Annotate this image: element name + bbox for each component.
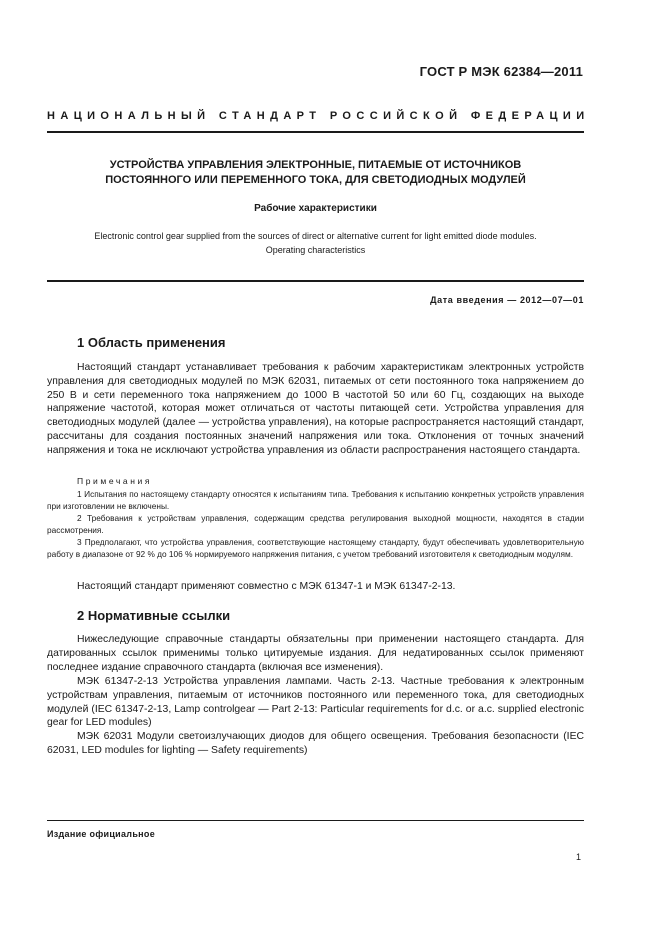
footer-rule — [47, 820, 584, 821]
section-2-paragraph: Нижеследующие справочные стандарты обязательны при применении настоящего стандарта. Для датированных ссылок применимы только цитируемые издания. Для недатированных ссылок применяют последнее издание справочного стандарта (включая все изменения). — [47, 634, 584, 673]
standard-number: ГОСТ Р МЭК 62384—2011 — [419, 64, 583, 79]
note-2: 2 Требования к устройствам управления, содержащим средства регулирования выходной мощности, находятся в стадии рассмотрения. — [47, 513, 584, 535]
introduction-date: Дата введения — 2012—07—01 — [430, 295, 584, 305]
english-title-line-2: Operating characteristics — [265, 245, 366, 255]
national-standard-banner: НАЦИОНАЛЬНЫЙ СТАНДАРТ РОССИЙСКОЙ ФЕДЕРАЦИИ — [47, 110, 590, 122]
note-1: 1 Испытания по настоящему стандарту относятся к испытаниям типа. Требования к испытанию конкретных устройств управления при изготовлении не включены. — [47, 489, 584, 511]
official-edition-label: Издание официальное — [47, 829, 156, 839]
section-2-heading: 2 Нормативные ссылки — [77, 608, 231, 623]
reference-iec-61347-2-13: МЭК 61347-2-13 Устройства управления лампами. Часть 2-13. Частные требования к электронным устройствам управления, питаемым от источников постоянного или переменного тока, для светодиодных модулей (IEC 61347-2-13, Lamp controlgear — Part 2-13: Particular requirements for d.c. or a.c. supplied electronic gear for LED modules) — [47, 676, 584, 729]
section-1-heading: 1 Область применения — [77, 335, 226, 350]
section-1-paragraph: Настоящий стандарт устанавливает требования к рабочим характеристикам электронных устройств управления для светодиодных модулей по МЭК 62031, питаемых от сети постоянного тока напряжением до 250 В и сети переменного тока напряжением до 1000 В частотой 50 или 60 Гц, создающих на выходе напряжение частотой, которая может отличаться от частоты питающей сети. Устройства управления для светодиодных модулей (далее — устройства управления), на которые распространяется настоящий стандарт, рассчитаны для создания постоянных значений напряжения или тока. Отклонения от точных значений напряжения и тока не исключают устройства управления из области распространения настоящего стандарта. — [47, 362, 584, 456]
note-3: 3 Предполагают, что устройства управления, соответствующие настоящему стандарту, будут обеспечивать удовлетворительную работу в диапазоне от 92 % до 106 % нормируемого напряжения питания, с учетом требований изготовителя к светодиодным модулям. — [47, 537, 584, 559]
english-title — [47, 229, 584, 257]
page-number: 1 — [575, 852, 581, 862]
document-subtitle: Рабочие характеристики — [254, 203, 377, 214]
document-title — [47, 158, 584, 188]
title-line-2: ПОСТОЯННОГО ИЛИ ПЕРЕМЕННОГО ТОКА, ДЛЯ СВЕТОДИОДНЫХ МОДУЛЕЙ — [105, 174, 526, 186]
banner-rule — [47, 131, 584, 133]
english-title-line-1: Electronic control gear supplied from the sources of direct or alternative current for light emitted diode modules. — [94, 231, 537, 241]
notes-heading: Примечания — [77, 476, 153, 486]
section-1-paragraph-2: Настоящий стандарт применяют совместно с МЭК 61347-1 и МЭК 61347-2-13. — [77, 581, 456, 592]
title-line-1: УСТРОЙСТВА УПРАВЛЕНИЯ ЭЛЕКТРОННЫЕ, ПИТАЕМЫЕ ОТ ИСТОЧНИКОВ — [109, 159, 522, 171]
reference-iec-62031: МЭК 62031 Модули светоизлучающих диодов для общего освещения. Требования безопасности (IEC 62031, LED modules for lighting — Safety requirements) — [47, 731, 584, 756]
title-rule — [47, 280, 584, 282]
